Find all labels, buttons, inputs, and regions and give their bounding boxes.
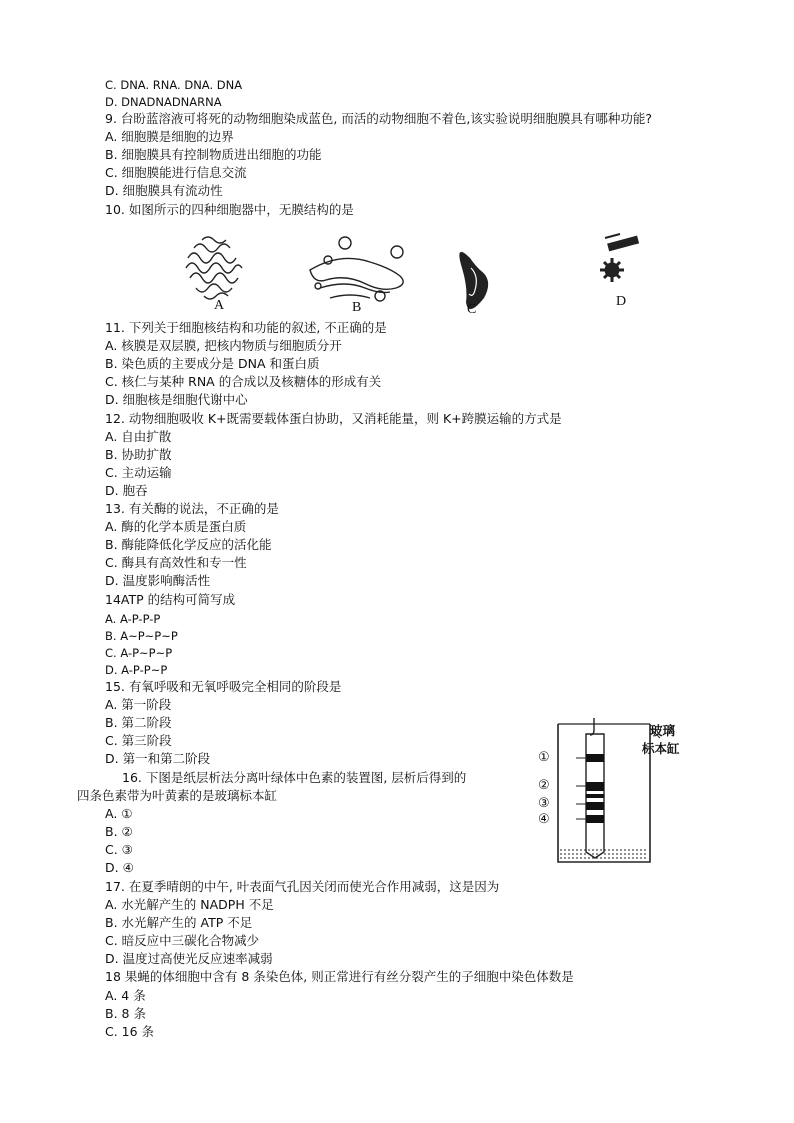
q17-option-a: A. 水光解产生的 NADPH 不足	[105, 897, 274, 912]
q16-stem-line1: 16. 下图是纸层析法分离叶绿体中色素的装置图, 层析后得到的	[122, 770, 467, 785]
q9-option-b: B. 细胞膜具有控制物质进出细胞的功能	[105, 147, 322, 162]
q11-option-c: C. 核仁与某种 RNA 的合成以及核糖体的形成有关	[105, 374, 382, 389]
q12-option-b: B. 协助扩散	[105, 447, 172, 462]
q14-option-d: D. A-P-P~P	[105, 663, 168, 677]
organelle-a-drawing	[186, 237, 242, 299]
jar-drawing	[536, 714, 736, 866]
q11-stem: 11. 下列关于细胞核结构和功能的叙述, 不正确的是	[105, 320, 387, 335]
organelle-b-drawing	[310, 237, 403, 301]
q11-option-b: B. 染色质的主要成分是 DNA 和蛋白质	[105, 356, 320, 371]
q9-option-c: C. 细胞膜能进行信息交流	[105, 165, 247, 180]
q9-option-a: A. 细胞膜是细胞的边界	[105, 129, 234, 144]
q15-option-d: D. 第一和第二阶段	[105, 751, 211, 766]
q12-option-c: C. 主动运输	[105, 465, 172, 480]
organelle-label-d: D	[616, 294, 627, 309]
q18-option-b: B. 8 条	[105, 1006, 146, 1021]
q13-stem: 13. 有关酶的说法，不正确的是	[105, 501, 279, 516]
q13-option-c: C. 酶具有高效性和专一性	[105, 555, 247, 570]
organelle-figure	[180, 228, 660, 320]
organelle-label-a: A	[214, 298, 225, 313]
q18-option-a: A. 4 条	[105, 988, 146, 1003]
q15-option-a: A. 第一阶段	[105, 697, 172, 712]
q10-stem: 10. 如图所示的四种细胞器中，无膜结构的是	[105, 202, 354, 217]
q16-stem-line2: 四条色素带为叶黄素的是玻璃标本缸	[77, 788, 278, 803]
q17-option-b: B. 水光解产生的 ATP 不足	[105, 915, 253, 930]
organelle-label-b: B	[352, 300, 362, 315]
q11-option-a: A. 核膜是双层膜, 把核内物质与细胞质分开	[105, 338, 342, 353]
q16-option-c: C. ③	[105, 842, 133, 857]
q14-stem: 14ATP 的结构可简写成	[105, 592, 236, 607]
q16-option-a: A. ①	[105, 806, 133, 821]
organelle-label-c: C	[467, 302, 477, 317]
band-marker-4: ④	[538, 812, 550, 827]
q13-option-a: A. 酶的化学本质是蛋白质	[105, 519, 247, 534]
q13-option-d: D. 温度影响酶活性	[105, 573, 211, 588]
organelle-drawings	[180, 228, 660, 320]
q18-option-c: C. 16 条	[105, 1024, 155, 1039]
q17-stem: 17. 在夏季晴朗的中午, 叶表面气孔因关闭而使光合作用减弱，这是因为	[105, 879, 500, 894]
jar-title-line1: 玻璃	[650, 723, 676, 738]
band-marker-1: ①	[538, 750, 550, 765]
q14-option-b: B. A~P~P~P	[105, 629, 178, 643]
q8-option-c: C. DNA. RNA. DNA. DNA	[105, 78, 243, 92]
q17-option-d: D. 温度过高使光反应速率减弱	[105, 951, 273, 966]
q15-option-b: B. 第二阶段	[105, 715, 172, 730]
q18-stem: 18 果蝇的体细胞中含有 8 条染色体, 则正常进行有丝分裂产生的子细胞中染色体数是	[105, 969, 574, 984]
q16-option-b: B. ②	[105, 824, 133, 839]
q9-option-d: D. 细胞膜具有流动性	[105, 183, 223, 198]
chromatography-jar-figure	[536, 714, 736, 866]
organelle-d-drawing	[600, 234, 639, 282]
q9-stem: 9. 台盼蓝溶液可将死的动物细胞染成蓝色, 而活的动物细胞不着色,该实验说明细胞膜具有哪种功能?	[105, 111, 652, 126]
band-marker-3: ③	[538, 796, 550, 811]
q14-option-a: A. A-P-P-P	[105, 612, 161, 626]
q12-option-a: A. 自由扩散	[105, 429, 172, 444]
q16-option-d: D. ④	[105, 860, 134, 875]
q17-option-c: C. 暗反应中三碳化合物减少	[105, 933, 260, 948]
q14-option-c: C. A-P~P~P	[105, 646, 173, 660]
q8-option-d: D. DNADNADNARNA	[105, 95, 222, 109]
band-marker-2: ②	[538, 778, 550, 793]
q12-option-d: D. 胞吞	[105, 483, 148, 498]
q15-stem: 15. 有氧呼吸和无氧呼吸完全相同的阶段是	[105, 679, 342, 694]
q13-option-b: B. 酶能降低化学反应的活化能	[105, 537, 272, 552]
jar-title-line2: 标本缸	[642, 741, 680, 756]
q12-stem: 12. 动物细胞吸收 K+既需要载体蛋白协助，又消耗能量，则 K+跨膜运输的方式是	[105, 411, 562, 426]
q15-option-c: C. 第三阶段	[105, 733, 172, 748]
organelle-c-drawing	[459, 252, 488, 309]
q11-option-d: D. 细胞核是细胞代谢中心	[105, 392, 248, 407]
